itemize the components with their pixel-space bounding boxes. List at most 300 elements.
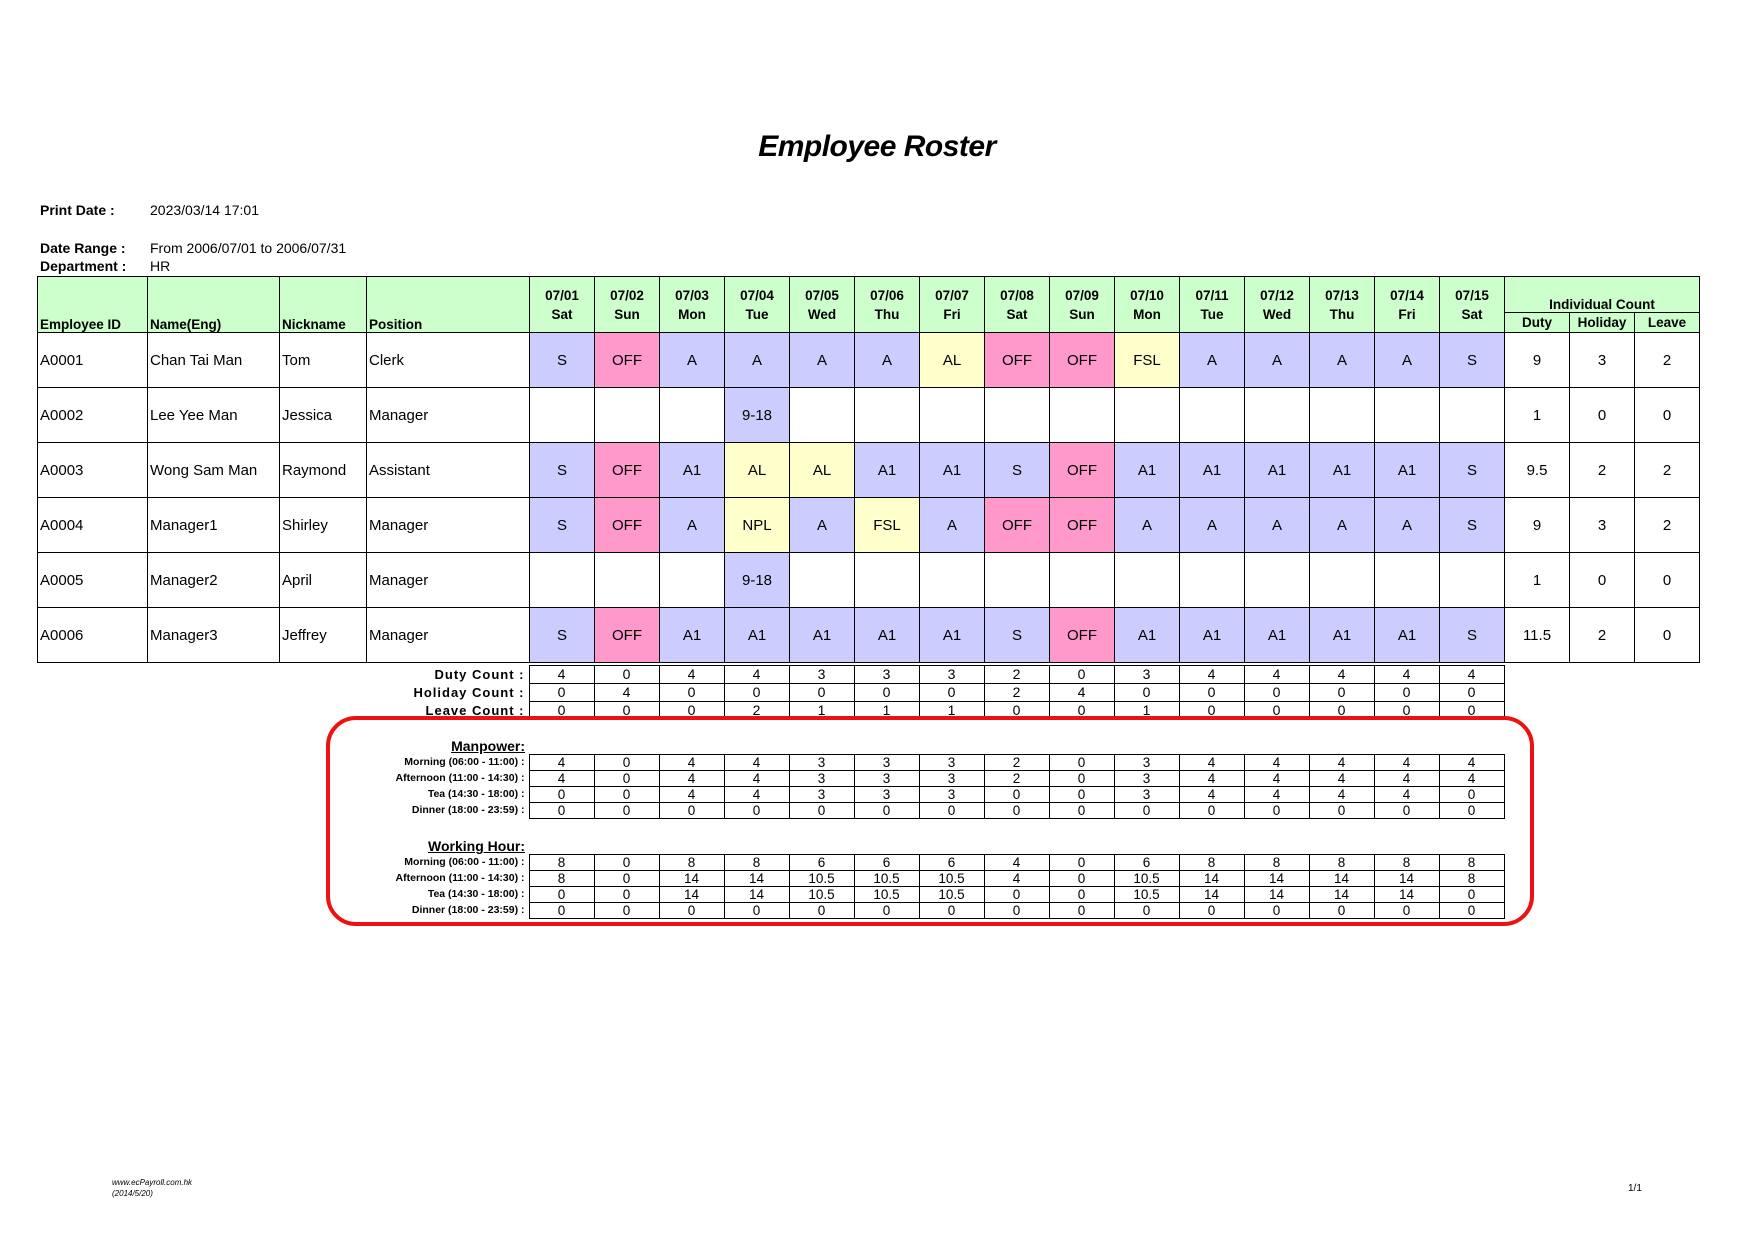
employee-nickname: Raymond (280, 443, 367, 498)
shift-cell: S (1440, 608, 1505, 663)
summary-value: 4 (1374, 755, 1439, 771)
name-header: Name(Eng) (148, 277, 280, 333)
summary-value: 0 (1439, 887, 1504, 903)
day-header (855, 277, 920, 333)
shift-cell (1310, 553, 1375, 608)
summary-value: 0 (659, 702, 724, 720)
summary-value: 0 (659, 684, 724, 702)
summary-value: 0 (984, 787, 1049, 803)
employee-row (38, 333, 1700, 388)
shift-cell (1180, 388, 1245, 443)
summary-value: 3 (1114, 755, 1179, 771)
summary-value: 3 (854, 787, 919, 803)
day-header (920, 277, 985, 333)
day-date: 07/15 (1455, 287, 1489, 303)
shift-cell (985, 388, 1050, 443)
employee-position: Clerk (367, 333, 530, 388)
summary-value: 0 (1374, 702, 1439, 720)
summary-value: 0 (1049, 903, 1114, 919)
summary-value: 0 (529, 787, 594, 803)
manpower-title: Manpower: (451, 738, 525, 755)
day-weekday: Fri (1398, 306, 1416, 322)
duty-header: Duty (1505, 313, 1570, 333)
shift-cell (1375, 388, 1440, 443)
shift-cell: S (985, 608, 1050, 663)
summary-value: 2 (984, 684, 1049, 702)
day-header (530, 277, 595, 333)
day-weekday: Mon (678, 306, 706, 322)
employee-row (38, 498, 1700, 553)
summary-value: 1 (1114, 702, 1179, 720)
day-header (1180, 277, 1245, 333)
summary-value: 3 (854, 771, 919, 787)
summary-value: 4 (1179, 771, 1244, 787)
summary-value: 0 (1244, 702, 1309, 720)
summary-value: 10.5 (854, 871, 919, 887)
day-weekday: Sun (1069, 306, 1095, 322)
summary-value: 0 (594, 871, 659, 887)
summary-value: 10.5 (1114, 871, 1179, 887)
day-header (1375, 277, 1440, 333)
summary-value: 3 (919, 755, 984, 771)
summary-row (37, 684, 1504, 702)
summary-value: 0 (1244, 903, 1309, 919)
summary-value: 14 (1309, 887, 1374, 903)
shift-cell (790, 388, 855, 443)
shift-cell: A (920, 498, 985, 553)
summary-value: 6 (854, 855, 919, 871)
day-weekday: Sat (551, 306, 573, 322)
summary-value: 0 (529, 684, 594, 702)
employee-nickname: Shirley (280, 498, 367, 553)
day-header (985, 277, 1050, 333)
summary-value: 0 (1114, 903, 1179, 919)
summary-value: 0 (1049, 702, 1114, 720)
duty-count: 9 (1505, 498, 1570, 553)
summary-value: 0 (1439, 903, 1504, 919)
summary-value: 14 (1374, 871, 1439, 887)
summary-value: 4 (1309, 787, 1374, 803)
day-header (1115, 277, 1180, 333)
department-label: Department : (40, 258, 127, 274)
summary-value: 3 (919, 771, 984, 787)
summary-value: 4 (724, 787, 789, 803)
shift-cell (1115, 553, 1180, 608)
summary-value: 1 (789, 702, 854, 720)
summary-value: 8 (1309, 855, 1374, 871)
summary-value: 4 (1309, 771, 1374, 787)
summary-value: 0 (594, 903, 659, 919)
holiday-count: 3 (1570, 498, 1635, 553)
summary-value: 14 (1179, 871, 1244, 887)
day-date: 07/03 (675, 287, 709, 303)
summary-value: 0 (1114, 803, 1179, 819)
shift-cell: A (1375, 333, 1440, 388)
summary-value: 0 (1309, 702, 1374, 720)
day-date: 07/11 (1195, 287, 1229, 303)
shift-cell (660, 388, 725, 443)
summary-value: 0 (1374, 684, 1439, 702)
summary-value: 0 (594, 755, 659, 771)
shift-cell: A (660, 333, 725, 388)
employee-row (38, 608, 1700, 663)
summary-value: 3 (789, 666, 854, 684)
summary-value: 0 (1049, 871, 1114, 887)
employee-id: A0001 (38, 333, 148, 388)
shift-cell: S (1440, 333, 1505, 388)
summary-value: 0 (724, 903, 789, 919)
shift-cell: A1 (790, 608, 855, 663)
summary-value: 4 (1244, 666, 1309, 684)
roster-header-row (38, 277, 1700, 313)
holiday-count: 3 (1570, 333, 1635, 388)
summary-value: 0 (1049, 803, 1114, 819)
shift-cell: A1 (1375, 608, 1440, 663)
leave-count: 0 (1635, 388, 1700, 443)
leave-count: 2 (1635, 443, 1700, 498)
shift-cell: A1 (660, 608, 725, 663)
summary-value: 0 (854, 903, 919, 919)
summary-value: 8 (1244, 855, 1309, 871)
shift-cell (1245, 388, 1310, 443)
day-date: 07/01 (545, 287, 579, 303)
shift-cell: A (790, 333, 855, 388)
summary-value: 14 (1244, 871, 1309, 887)
summary-value: 4 (1439, 666, 1504, 684)
summary-value: 0 (1439, 684, 1504, 702)
summary-value: 14 (724, 871, 789, 887)
summary-value: 0 (1309, 903, 1374, 919)
shift-cell (1115, 388, 1180, 443)
summary-value: 3 (1114, 787, 1179, 803)
summary-value: 4 (1179, 666, 1244, 684)
employee-id: A0002 (38, 388, 148, 443)
shift-cell (530, 388, 595, 443)
summary-value: 14 (1179, 887, 1244, 903)
day-weekday: Tue (745, 306, 769, 322)
summary-row-label: Dinner (18:00 - 23:59) : (411, 904, 525, 916)
summary-value: 4 (724, 755, 789, 771)
shift-cell (1050, 553, 1115, 608)
print-date (40, 202, 259, 218)
summary-value: 4 (1244, 787, 1309, 803)
shift-cell: A1 (920, 443, 985, 498)
summary-value: 4 (1049, 684, 1114, 702)
leave-header: Leave (1635, 313, 1700, 333)
shift-cell: A1 (1375, 443, 1440, 498)
date-range-label: Date Range : (40, 240, 126, 256)
shift-cell: A (1310, 333, 1375, 388)
summary-value: 4 (1244, 771, 1309, 787)
summary-value: 0 (789, 903, 854, 919)
shift-cell: A (790, 498, 855, 553)
employee-nickname: Jeffrey (280, 608, 367, 663)
leave-count: 2 (1635, 498, 1700, 553)
summary-value: 4 (659, 771, 724, 787)
employee-id: A0006 (38, 608, 148, 663)
holiday-count: 0 (1570, 553, 1635, 608)
shift-cell: A1 (855, 608, 920, 663)
shift-cell (1440, 553, 1505, 608)
day-header (1245, 277, 1310, 333)
employee-id: A0003 (38, 443, 148, 498)
summary-value: 3 (854, 666, 919, 684)
day-weekday: Thu (874, 306, 900, 322)
summary-value: 2 (724, 702, 789, 720)
summary-value: 8 (529, 871, 594, 887)
summary-value: 3 (854, 755, 919, 771)
shift-cell: OFF (595, 333, 660, 388)
shift-cell: A1 (1180, 608, 1245, 663)
summary-value: 4 (1179, 755, 1244, 771)
shift-cell: S (1440, 498, 1505, 553)
shift-cell: A1 (1180, 443, 1245, 498)
summary-value: 4 (984, 855, 1049, 871)
shift-cell: OFF (1050, 443, 1115, 498)
day-weekday: Sat (1461, 306, 1483, 322)
summary-value: 0 (1244, 803, 1309, 819)
highlight-box (326, 716, 1534, 926)
shift-cell: A (1375, 498, 1440, 553)
duty-count: 9.5 (1505, 443, 1570, 498)
date-range-value: From 2006/07/01 to 2006/07/31 (150, 240, 347, 256)
summary-value: 8 (724, 855, 789, 871)
summary-value: 8 (1439, 871, 1504, 887)
day-date: 07/14 (1390, 287, 1424, 303)
department (40, 258, 170, 274)
shift-cell: S (530, 443, 595, 498)
summary-value: 6 (919, 855, 984, 871)
day-header (1440, 277, 1505, 333)
summary-value: 4 (529, 755, 594, 771)
shift-cell: A1 (1245, 608, 1310, 663)
summary-value: 4 (1309, 666, 1374, 684)
summary-value: 4 (1309, 755, 1374, 771)
employee-name: Wong Sam Man (148, 443, 280, 498)
page-title: Employee Roster (758, 130, 996, 163)
holiday-count: 0 (1570, 388, 1635, 443)
summary-value: 0 (1179, 803, 1244, 819)
shift-cell: A1 (1310, 608, 1375, 663)
summary-value: 14 (1309, 871, 1374, 887)
day-date: 07/09 (1065, 287, 1099, 303)
shift-cell: A1 (1245, 443, 1310, 498)
summary-value: 0 (1374, 903, 1439, 919)
day-header (1050, 277, 1115, 333)
employee-position: Manager (367, 608, 530, 663)
summary-value: 0 (594, 787, 659, 803)
shift-cell: A1 (855, 443, 920, 498)
day-date: 07/12 (1260, 287, 1294, 303)
shift-cell: NPL (725, 498, 790, 553)
employee-name: Manager2 (148, 553, 280, 608)
employee-nickname: Tom (280, 333, 367, 388)
day-header (1310, 277, 1375, 333)
summary-value: 10.5 (854, 887, 919, 903)
summary-value: 8 (1179, 855, 1244, 871)
print-date-label: Print Date : (40, 202, 115, 218)
summary-value: 4 (1179, 787, 1244, 803)
summary-value: 4 (724, 771, 789, 787)
leave-count: 2 (1635, 333, 1700, 388)
shift-cell: S (530, 333, 595, 388)
summary-value: 0 (1049, 887, 1114, 903)
shift-cell: S (1440, 443, 1505, 498)
summary-value: 0 (1244, 684, 1309, 702)
shift-cell: A1 (1310, 443, 1375, 498)
shift-cell (985, 553, 1050, 608)
shift-cell (790, 553, 855, 608)
summary-value: 0 (1049, 771, 1114, 787)
summary-value: 3 (1114, 666, 1179, 684)
summary-value: 4 (724, 666, 789, 684)
summary-value: 4 (529, 771, 594, 787)
nickname-header: Nickname (280, 277, 367, 333)
employee-id: A0004 (38, 498, 148, 553)
summary-row-label: Morning (06:00 - 11:00) : (404, 756, 525, 768)
summary-value: 3 (919, 666, 984, 684)
summary-value: 0 (919, 903, 984, 919)
summary-value: 0 (1114, 684, 1179, 702)
summary-row (37, 666, 1504, 684)
employee-nickname: Jessica (280, 388, 367, 443)
shift-cell: A1 (725, 608, 790, 663)
duty-count: 1 (1505, 553, 1570, 608)
summary-value: 1 (854, 702, 919, 720)
summary-value: 0 (529, 887, 594, 903)
day-weekday: Sun (614, 306, 640, 322)
summary-value: 0 (659, 903, 724, 919)
summary-value: 3 (919, 787, 984, 803)
duty-count: 11.5 (1505, 608, 1570, 663)
summary-value: 4 (659, 755, 724, 771)
shift-cell (1180, 553, 1245, 608)
summary-row-label: Morning (06:00 - 11:00) : (404, 856, 525, 868)
shift-cell (1050, 388, 1115, 443)
position-header: Position (367, 277, 530, 333)
summary-value: 14 (659, 871, 724, 887)
page-number: 1/1 (1628, 1183, 1642, 1194)
shift-cell: A (725, 333, 790, 388)
shift-cell: OFF (595, 608, 660, 663)
shift-cell: A1 (660, 443, 725, 498)
shift-cell: A (1180, 498, 1245, 553)
employee-position: Assistant (367, 443, 530, 498)
summary-value: 0 (529, 903, 594, 919)
shift-cell: OFF (1050, 608, 1115, 663)
day-date: 07/06 (870, 287, 904, 303)
shift-cell (595, 553, 660, 608)
shift-cell (1310, 388, 1375, 443)
summary-value: 0 (594, 666, 659, 684)
day-header (595, 277, 660, 333)
summary-value: 0 (594, 771, 659, 787)
shift-cell: AL (920, 333, 985, 388)
individual-count-header: Individual Count (1505, 277, 1700, 313)
summary-value: 0 (854, 803, 919, 819)
summary-value: 4 (594, 684, 659, 702)
summary-value: 0 (789, 803, 854, 819)
summary-value: 0 (919, 803, 984, 819)
employee-row (38, 443, 1700, 498)
shift-cell: 9-18 (725, 388, 790, 443)
shift-cell: A (1245, 498, 1310, 553)
shift-cell (920, 553, 985, 608)
day-weekday: Tue (1200, 306, 1224, 322)
summary-value: 4 (1374, 787, 1439, 803)
summary-row-label: Duty Count : (434, 667, 525, 682)
shift-cell: OFF (595, 443, 660, 498)
employee-name: Manager3 (148, 608, 280, 663)
day-date: 07/05 (805, 287, 839, 303)
shift-cell (595, 388, 660, 443)
summary-value: 2 (984, 755, 1049, 771)
summary-value: 0 (1439, 787, 1504, 803)
summary-row-label: Leave Count : (425, 703, 525, 718)
summary-value: 0 (1179, 702, 1244, 720)
employee-position: Manager (367, 498, 530, 553)
employee-row (38, 388, 1700, 443)
employee-name: Lee Yee Man (148, 388, 280, 443)
summary-value: 0 (1309, 684, 1374, 702)
summary-value: 0 (1439, 803, 1504, 819)
date-range (40, 240, 346, 256)
summary-value: 1 (919, 702, 984, 720)
summary-value: 0 (1049, 755, 1114, 771)
summary-value: 8 (659, 855, 724, 871)
summary-value: 14 (1374, 887, 1439, 903)
shift-cell: S (985, 443, 1050, 498)
shift-cell (855, 553, 920, 608)
summary-value: 2 (984, 771, 1049, 787)
summary-value: 0 (659, 803, 724, 819)
shift-cell (920, 388, 985, 443)
summary-row-label: Tea (14:30 - 18:00) : (427, 888, 525, 900)
summary-value: 8 (1374, 855, 1439, 871)
summary-value: 0 (594, 702, 659, 720)
leave-count: 0 (1635, 608, 1700, 663)
day-date: 07/08 (1000, 287, 1034, 303)
summary-value: 0 (1179, 903, 1244, 919)
summary-value: 8 (1439, 855, 1504, 871)
summary-value: 0 (724, 803, 789, 819)
summary-value: 3 (1114, 771, 1179, 787)
leave-count: 0 (1635, 553, 1700, 608)
employee-name: Manager1 (148, 498, 280, 553)
summary-row-label: Holiday Count : (413, 685, 525, 700)
shift-cell (530, 553, 595, 608)
summary-value: 3 (789, 755, 854, 771)
employee-name: Chan Tai Man (148, 333, 280, 388)
working-hour-title: Working Hour: (428, 838, 525, 855)
summary-value: 14 (659, 887, 724, 903)
shift-cell: A (1115, 498, 1180, 553)
summary-value: 0 (854, 684, 919, 702)
summary-value: 4 (1439, 755, 1504, 771)
summary-value: 4 (529, 666, 594, 684)
summary-value: 10.5 (919, 871, 984, 887)
shift-cell: S (530, 608, 595, 663)
shift-cell (1440, 388, 1505, 443)
shift-cell: OFF (985, 498, 1050, 553)
summary-value: 0 (984, 903, 1049, 919)
day-date: 07/10 (1130, 287, 1164, 303)
summary-value: 0 (1374, 803, 1439, 819)
day-date: 07/13 (1325, 287, 1359, 303)
summary-value: 0 (1439, 702, 1504, 720)
summary-value: 0 (594, 887, 659, 903)
summary-value: 10.5 (789, 887, 854, 903)
